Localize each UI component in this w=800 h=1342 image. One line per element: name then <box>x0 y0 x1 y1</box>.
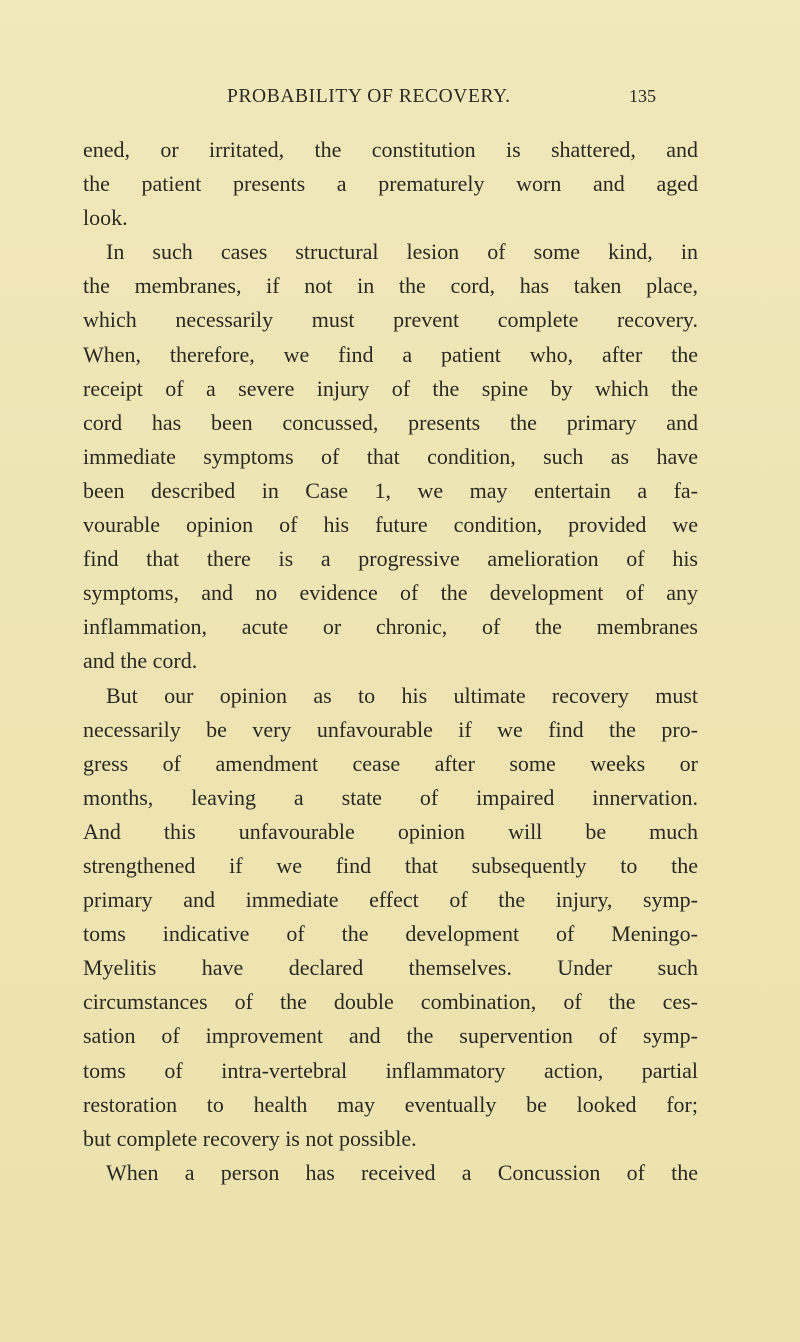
page-number: 135 <box>629 86 656 106</box>
text-line: but complete recovery is not possible. <box>83 1125 417 1151</box>
text-line: toms indicative of the development of Meningo- <box>83 921 698 947</box>
text-line: Myelitis have declared themselves. Under such <box>83 955 698 981</box>
text-line: When, therefore, we find a patient who, after the <box>83 341 698 367</box>
text-line: In such cases structural lesion of some kind, in <box>106 239 698 265</box>
text-line: the patient presents a prematurely worn and aged <box>83 171 698 197</box>
text-line: cord has been concussed, presents the primary and <box>83 409 698 435</box>
text-line: necessarily be very unfavourable if we find the pro- <box>83 716 698 742</box>
text-line: But our opinion as to his ultimate recovery must <box>106 682 698 708</box>
text-line: restoration to health may eventually be looked for; <box>83 1091 698 1117</box>
body-text <box>83 133 698 1190</box>
text-line: primary and immediate effect of the injury, symp- <box>83 887 698 913</box>
text-line: vourable opinion of his future condition, provided we <box>83 512 698 538</box>
text-line: inflammation, acute or chronic, of the membranes <box>83 614 698 640</box>
text-line: symptoms, and no evidence of the development of any <box>83 580 698 606</box>
text-line: And this unfavourable opinion will be much <box>83 818 698 844</box>
text-line: immediate symptoms of that condition, such as have <box>83 443 698 469</box>
text-line: When a person has received a Concussion of the <box>106 1159 698 1185</box>
running-title: PROBABILITY OF RECOVERY. <box>227 86 511 107</box>
text-line: find that there is a progressive amelioration of his <box>83 546 698 572</box>
text-line: ened, or irritated, the constitution is shattered, and <box>83 137 698 162</box>
text-line: toms of intra-vertebral inflammatory action, partial <box>83 1057 698 1083</box>
text-line: the membranes, if not in the cord, has taken place, <box>83 273 698 299</box>
text-line: circumstances of the double combination, of the ces- <box>83 989 698 1015</box>
text-line: which necessarily must prevent complete recovery. <box>83 307 698 333</box>
text-line: months, leaving a state of impaired innervation. <box>83 784 698 810</box>
text-line: and the cord. <box>83 648 198 674</box>
text-line: strengthened if we find that subsequently to the <box>83 852 698 878</box>
text-line: receipt of a severe injury of the spine by which the <box>83 375 698 401</box>
text-line: look. <box>83 205 128 231</box>
text-line: gress of amendment cease after some weeks or <box>83 750 698 776</box>
text-line: been described in Case 1, we may entertain a fa- <box>83 477 698 503</box>
running-head <box>0 86 800 116</box>
text-line: sation of improvement and the supervention of symp- <box>83 1023 698 1049</box>
